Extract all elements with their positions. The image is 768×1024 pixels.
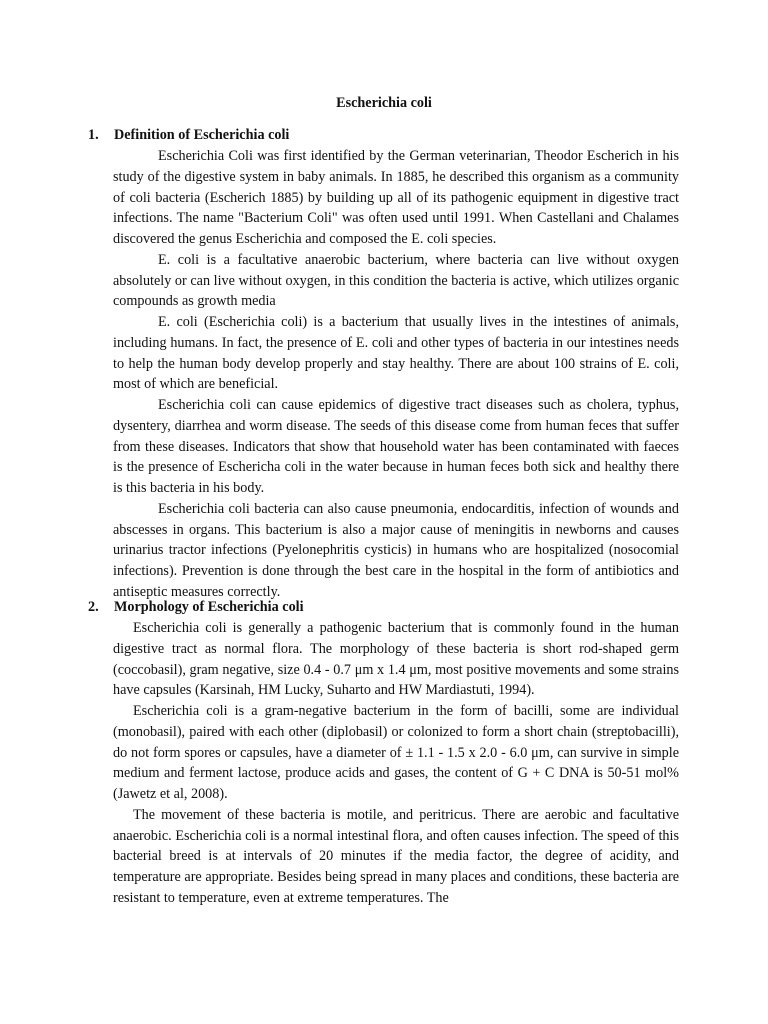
- section-body-morphology: [113, 618, 679, 909]
- paragraph: Escherichia coli is generally a pathogenic bacterium that is commonly found in the human digestive tract as normal flora. The morphology of these bacteria is short rod-shaped germ (coccobasil), gram negative, size 0.4 - 0.7 μm x 1.4 μm, most positive movements and some strains have capsules (Karsinah, HM Lucky, Suharto and HW Mardiastuti, 1994).: [113, 620, 679, 699]
- section-heading-morphology: [88, 597, 304, 618]
- section-body-definition: [113, 146, 679, 603]
- paragraph: E. coli is a facultative anaerobic bacterium, where bacteria can live without oxygen absolutely or can live without oxygen, in this condition the bacteria is active, which utilizes organic compounds as growth media: [113, 251, 679, 310]
- section-number: 2.: [88, 599, 99, 615]
- paragraph: Escherichia Coli was first identified by the German veterinarian, Theodor Escherich in his study of the digestive system in baby animals. In 1885, he described this organism as a community of coli bacteria (Escherich 1885) by building up all of its pathogenic equipment in digestive tract infections. The name "Bacterium Coli" was often used until 1991. When Castellani and Chalames discovered the genus Escherichia and composed the E. coli species.: [113, 148, 679, 247]
- paragraph: Escherichia coli is a gram-negative bacterium in the form of bacilli, some are individual (monobasil), paired with each other (diplobasil) or colonized to form a short chain (streptobacilli), do not form spores or capsules, have a diameter of ± 1.1 - 1.5 x 2.0 - 6.0 μm, can survive in simple medium and ferment lactose, produce acids and gases, the content of G + C DNA is 50-51 mol% (Jawetz et al, 2008).: [113, 703, 679, 802]
- paragraph: The movement of these bacteria is motile, and peritricus. There are aerobic and facultative anaerobic. Escherichia coli is a normal intestinal flora, and often causes infection. The speed of this bacterial breed is at intervals of 20 minutes if the media factor, the degree of acidity, and temperature are appropriate. Besides being spread in many places and conditions, these bacteria are resistant to temperature, even at extreme temperatures. The: [113, 806, 679, 906]
- paragraph: Escherichia coli can cause epidemics of digestive tract diseases such as cholera, typhus, dysentery, diarrhea and worm disease. The seeds of this disease come from human feces that suffer from these diseases. Indicators that show that household water has been contaminated with faeces is the presence of Eschericha coli in the water because in human feces both sick and healthy there is this bacteria in his body.: [113, 397, 679, 496]
- document-title: Escherichia coli: [336, 95, 432, 111]
- paragraph: E. coli (Escherichia coli) is a bacterium that usually lives in the intestines of animals, including humans. In fact, the presence of E. coli and other types of bacteria in our intestines needs to help the human body develop properly and stay healthy. There are about 100 strains of E. coli, most of which are beneficial.: [113, 314, 679, 393]
- section-heading-definition: [88, 125, 289, 146]
- paragraph: Escherichia coli bacteria can also cause pneumonia, endocarditis, infection of wounds and abscesses in organs. This bacterium is also a major cause of meningitis in newborns and causes urinarius tractor infections (Pyelonephritis cysticis) in humans who are hospitalized (nosocomial infections). Prevention is done through the best care in the hospital in the form of antibiotics and antiseptic measures correctly.: [113, 500, 679, 600]
- section-number: 1.: [88, 127, 99, 143]
- section-heading-text: Morphology of Escherichia coli: [114, 599, 304, 615]
- section-heading-text: Definition of Escherichia coli: [114, 127, 290, 143]
